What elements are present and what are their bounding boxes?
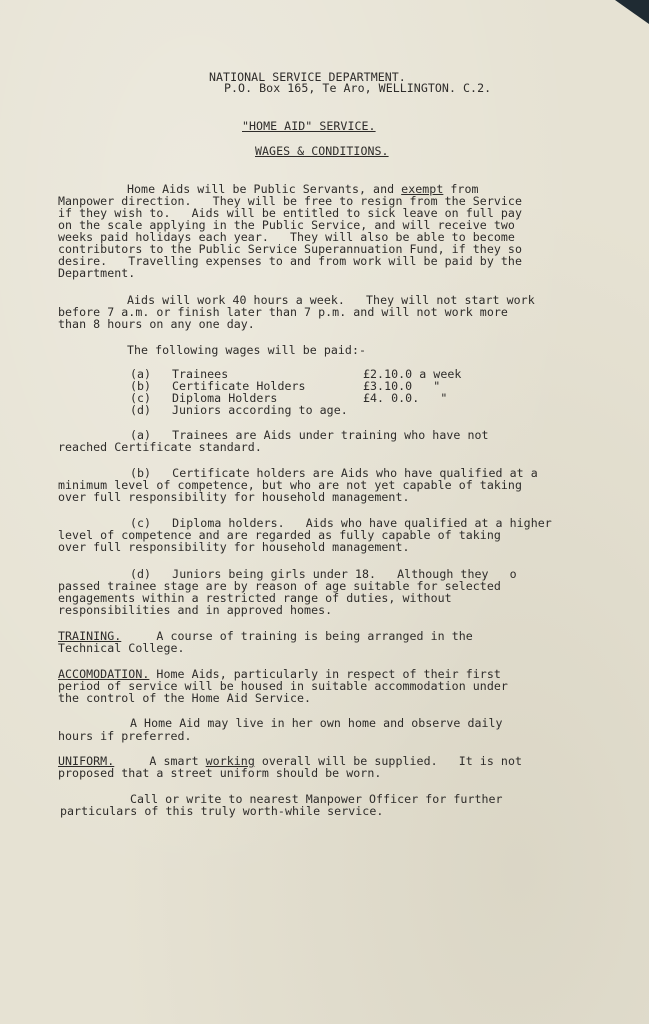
intro-line-1: Home Aids will be Public Servants, and exempt from bbox=[127, 182, 479, 196]
intro-line-5: weeks paid holidays each year. They will also be able to become bbox=[58, 230, 515, 244]
department-name: NATIONAL SERVICE DEPARTMENT. bbox=[209, 70, 406, 84]
definition-b-line-3: over full responsibility for household management. bbox=[58, 490, 410, 504]
exempt-underlined: exempt bbox=[401, 182, 444, 196]
accommodation-line-2: period of service will be housed in suitable accommodation under bbox=[58, 679, 508, 693]
uniform-line-1: UNIFORM. A smart working overall will be supplied. It is not bbox=[58, 754, 522, 768]
wage-amount: £4. 0.0. " bbox=[363, 391, 448, 405]
home-line-2: hours if preferred. bbox=[58, 729, 192, 743]
intro-line-4: on the scale applying in the Public Service, and will receive two bbox=[58, 218, 515, 232]
hours-line-2: before 7 a.m. or finish later than 7 p.m. and will not work more bbox=[58, 305, 508, 319]
accommodation-line-1: ACCOMODATION. Home Aids, particularly in respect of their first bbox=[58, 667, 501, 681]
definition-c-line-3: over full responsibility for household management. bbox=[58, 540, 410, 554]
uniform-heading: UNIFORM. bbox=[58, 754, 115, 768]
closing-line-1: Call or write to nearest Manpower Officer for further bbox=[130, 792, 503, 806]
wage-amount: £2.10.0 a week bbox=[363, 367, 462, 381]
wage-amount: £3.10.0 " bbox=[363, 379, 441, 393]
definition-a-line-1: (a) Trainees are Aids under training who have not bbox=[130, 428, 489, 442]
definition-d-line-4: responsibilities and in approved homes. bbox=[58, 603, 333, 617]
wages-intro: The following wages will be paid:- bbox=[127, 343, 367, 357]
definition-d-line-2: passed trainee stage are by reason of age suitable for selected bbox=[58, 579, 501, 593]
definition-c-line-1: (c) Diploma holders. Aids who have qualified at a higher bbox=[130, 516, 552, 530]
definition-b-line-2: minimum level of competence, but who are not yet capable of taking bbox=[58, 478, 522, 492]
wage-marker: (b) bbox=[130, 379, 152, 393]
intro-line-7: desire. Travelling expenses to and from work will be paid by the bbox=[58, 254, 522, 268]
intro-line-2: Manpower direction. They will be free to resign from the Service bbox=[58, 194, 522, 208]
training-line-1: TRAINING. A course of training is being arranged in the bbox=[58, 629, 473, 643]
definition-a-line-2: reached Certificate standard. bbox=[58, 440, 262, 454]
intro-line-8: Department. bbox=[58, 266, 136, 280]
accommodation-heading: ACCOMODATION. bbox=[58, 667, 150, 681]
definition-c-line-2: level of competence and are regarded as fully capable of taking bbox=[58, 528, 501, 542]
uniform-line-2: proposed that a street uniform should be worn. bbox=[58, 766, 382, 780]
wage-label: Diploma Holders bbox=[172, 391, 278, 405]
training-line-2: Technical College. bbox=[58, 641, 185, 655]
intro-line-3: if they wish to. Aids will be entitled to sick leave on full pay bbox=[58, 206, 522, 220]
document-subtitle: WAGES & CONDITIONS. bbox=[255, 144, 389, 158]
accommodation-line-3: the control of the Home Aid Service. bbox=[58, 691, 312, 705]
training-heading: TRAINING. bbox=[58, 629, 122, 643]
wage-label: Juniors according to age. bbox=[172, 403, 348, 417]
wage-marker: (a) bbox=[130, 367, 152, 381]
hours-line-3: than 8 hours on any one day. bbox=[58, 317, 255, 331]
wage-label: Trainees bbox=[172, 367, 229, 381]
working-underlined: working bbox=[205, 754, 255, 768]
wage-label: Certificate Holders bbox=[172, 379, 306, 393]
intro-line-6: contributors to the Public Service Superannuation Fund, if they so bbox=[58, 242, 522, 256]
hours-line-1: Aids will work 40 hours a week. They will not start work bbox=[127, 293, 535, 307]
department-address: P.O. Box 165, Te Aro, WELLINGTON. C.2. bbox=[224, 81, 492, 95]
wage-marker: (d) bbox=[130, 403, 152, 417]
definition-d-line-1: (d) Juniors being girls under 18. Although they o bbox=[130, 567, 517, 581]
home-line-1: A Home Aid may live in her own home and observe daily bbox=[130, 716, 503, 730]
document-title: "HOME AID" SERVICE. bbox=[242, 119, 376, 133]
definition-b-line-1: (b) Certificate holders are Aids who have qualified at a bbox=[130, 466, 538, 480]
wage-marker: (c) bbox=[130, 391, 152, 405]
page-corner-shadow bbox=[615, 0, 649, 24]
definition-d-line-3: engagements within a restricted range of duties, without bbox=[58, 591, 452, 605]
closing-line-2: particulars of this truly worth-while service. bbox=[60, 804, 384, 818]
